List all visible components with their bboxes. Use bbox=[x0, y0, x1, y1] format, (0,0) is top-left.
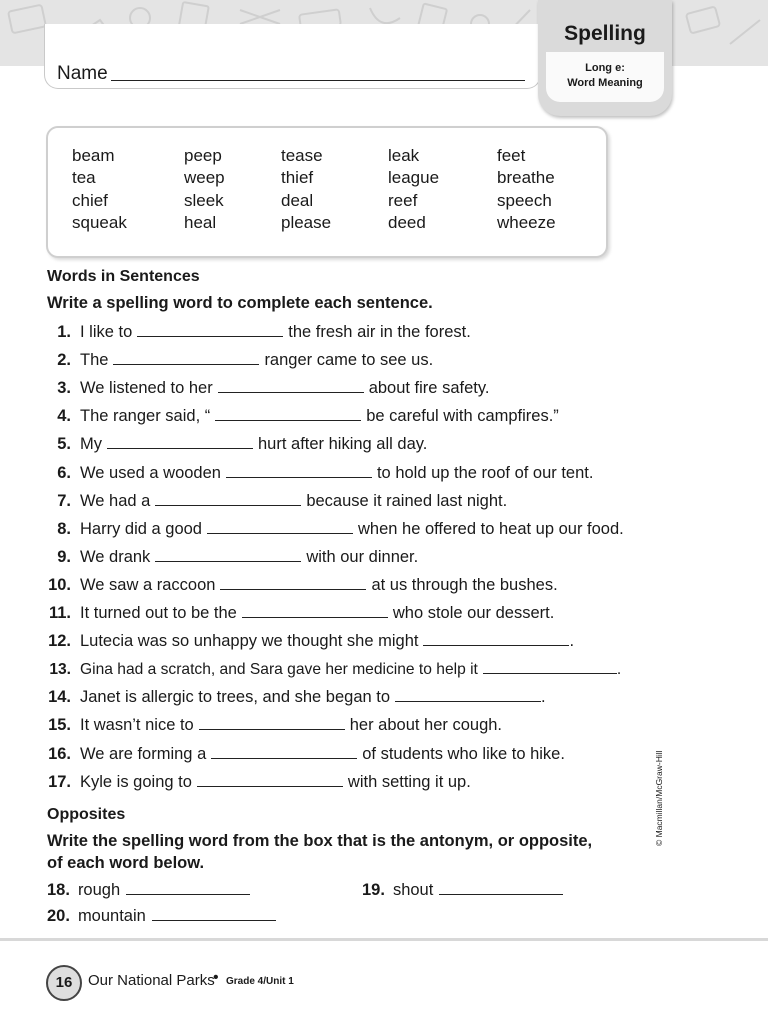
spelling-word: squeak bbox=[72, 212, 127, 232]
answer-blank[interactable] bbox=[152, 906, 276, 921]
opposite-item bbox=[47, 880, 250, 902]
spelling-word: tease bbox=[281, 146, 323, 165]
tab-subtitle-line1: Long e: bbox=[585, 62, 625, 74]
spelling-word: feet bbox=[497, 146, 526, 165]
spelling-word: deal bbox=[281, 190, 314, 210]
section-instruction-opposites-line2: of each word below. bbox=[47, 854, 205, 872]
item-number: 1. bbox=[57, 323, 71, 341]
answer-blank[interactable] bbox=[113, 350, 259, 365]
sentence-text-after: . bbox=[541, 688, 546, 707]
spelling-word: speech bbox=[497, 190, 552, 210]
item-number: 7. bbox=[57, 491, 71, 510]
spelling-word: wheeze bbox=[497, 212, 556, 232]
answer-blank[interactable] bbox=[137, 322, 283, 337]
answer-blank[interactable] bbox=[197, 772, 343, 787]
sentence-text-before: We listened to her bbox=[80, 379, 213, 398]
sentence-text-after: at us through the bushes. bbox=[371, 575, 558, 594]
item-number: 9. bbox=[57, 547, 71, 566]
item-number: 12. bbox=[48, 632, 71, 651]
sentence-text-after: . bbox=[616, 661, 622, 679]
spelling-word: league bbox=[388, 168, 440, 188]
sentence-text-before: It turned out to be the bbox=[80, 604, 237, 622]
sentence-text-after: to hold up the roof of our tent. bbox=[376, 463, 594, 482]
opposite-prompt-word: shout bbox=[392, 881, 434, 899]
sentence-text-after: because it rained last night. bbox=[306, 491, 508, 510]
section-heading-words-in-sentences: Words in Sentences bbox=[47, 268, 200, 285]
sentence-text-before: My bbox=[80, 435, 102, 454]
answer-blank[interactable] bbox=[107, 434, 253, 449]
spelling-word: sleek bbox=[184, 190, 224, 210]
item-number: 11. bbox=[48, 604, 71, 622]
answer-blank[interactable] bbox=[483, 659, 617, 674]
item-number: 13. bbox=[49, 661, 71, 679]
sentence-text-before: We had a bbox=[80, 491, 151, 510]
sentence-item bbox=[47, 434, 427, 456]
sentence-item bbox=[47, 659, 621, 681]
sentence-text-before: We used a wooden bbox=[80, 463, 221, 482]
spelling-word: thief bbox=[281, 168, 314, 188]
spelling-word: tea bbox=[72, 168, 96, 188]
answer-blank[interactable] bbox=[126, 880, 250, 895]
answer-blank[interactable] bbox=[155, 491, 301, 506]
tab-subtitle-line2: Word Meaning bbox=[567, 77, 643, 89]
footer-divider bbox=[0, 938, 768, 941]
sentence-text-after: . bbox=[569, 632, 575, 651]
sentence-item bbox=[47, 463, 593, 485]
item-number: 6. bbox=[57, 463, 71, 482]
copyright-notice: © Macmillan/McGraw-Hill bbox=[654, 750, 664, 846]
spelling-word: chief bbox=[72, 190, 108, 210]
section-instruction-sentences: Write a spelling word to complete each sentence. bbox=[47, 294, 433, 312]
sentence-text-after: her about her cough. bbox=[349, 716, 503, 735]
footer-grade-unit: Grade 4/Unit 1 bbox=[226, 976, 294, 987]
sentence-text-after: with our dinner. bbox=[306, 547, 419, 566]
sentence-text-after: the fresh air in the forest. bbox=[288, 323, 471, 341]
answer-blank[interactable] bbox=[199, 715, 345, 730]
sentence-text-after: who stole our dessert. bbox=[392, 604, 555, 622]
answer-blank[interactable] bbox=[220, 575, 366, 590]
answer-blank[interactable] bbox=[423, 631, 569, 646]
item-number: 2. bbox=[57, 351, 71, 370]
answer-blank[interactable] bbox=[226, 463, 372, 478]
name-label: Name bbox=[57, 63, 108, 84]
item-number: 19. bbox=[362, 881, 385, 899]
sentence-text-after: of students who like to hike. bbox=[362, 744, 565, 763]
sentence-text-before: We are forming a bbox=[80, 744, 207, 763]
opposite-prompt-word: mountain bbox=[77, 907, 146, 925]
answer-blank[interactable] bbox=[395, 687, 541, 702]
answer-blank[interactable] bbox=[439, 880, 563, 895]
spelling-word: breathe bbox=[497, 168, 555, 188]
spelling-word: beam bbox=[72, 146, 115, 165]
footer-bullet: • bbox=[213, 969, 219, 986]
spelling-word: heal bbox=[184, 212, 217, 232]
sentence-text-after: ranger came to see us. bbox=[264, 351, 434, 370]
sentence-item bbox=[47, 744, 565, 766]
spelling-word: weep bbox=[184, 168, 225, 188]
section-instruction-opposites-line1: Write the spelling word from the box that is the antonym, or opposite, bbox=[47, 832, 593, 850]
sentence-text-after: when he offered to heat up our food. bbox=[358, 519, 624, 538]
tab-subtitle bbox=[546, 52, 664, 102]
sentence-item bbox=[47, 350, 433, 372]
spelling-word: deed bbox=[388, 212, 426, 232]
spelling-word: reef bbox=[388, 190, 418, 210]
opposite-prompt-word: rough bbox=[77, 881, 121, 899]
sentence-text-before: Janet is allergic to trees, and she began to bbox=[80, 688, 391, 707]
item-number: 15. bbox=[48, 716, 71, 735]
sentence-item bbox=[47, 772, 471, 794]
sentence-text-before: The bbox=[80, 351, 109, 370]
item-number: 4. bbox=[57, 407, 71, 426]
item-number: 5. bbox=[57, 435, 71, 454]
opposite-item bbox=[47, 906, 276, 928]
answer-blank[interactable] bbox=[211, 744, 357, 759]
opposite-item bbox=[362, 880, 563, 902]
sentence-text-before: Harry did a good bbox=[80, 519, 202, 538]
sentence-item bbox=[47, 687, 546, 709]
section-heading-opposites: Opposites bbox=[47, 806, 126, 823]
sentence-text-before: Kyle is going to bbox=[80, 772, 192, 791]
sentence-item bbox=[47, 378, 489, 400]
sentence-item bbox=[47, 322, 471, 344]
sentence-text-after: be careful with campfires.” bbox=[366, 407, 559, 426]
page-number: 16 bbox=[46, 965, 82, 1001]
item-number: 20. bbox=[47, 907, 70, 925]
name-field-line[interactable] bbox=[111, 80, 525, 81]
footer-book-title: Our National Parks bbox=[88, 972, 215, 989]
answer-blank[interactable] bbox=[215, 406, 361, 421]
item-number: 3. bbox=[57, 379, 71, 398]
sentence-item bbox=[47, 547, 418, 569]
item-number: 16. bbox=[48, 744, 71, 763]
item-number: 8. bbox=[57, 519, 71, 538]
answer-blank[interactable] bbox=[207, 519, 353, 534]
item-number: 17. bbox=[48, 772, 71, 791]
item-number: 14. bbox=[48, 688, 71, 707]
sentence-item bbox=[47, 519, 624, 541]
spelling-word: please bbox=[281, 212, 332, 232]
tab-title: Spelling bbox=[564, 22, 646, 45]
sentence-item bbox=[47, 491, 507, 513]
item-number: 10. bbox=[48, 575, 71, 594]
sentence-text-before: Gina had a scratch, and Sara gave her medicine to help it bbox=[80, 661, 478, 679]
sentence-text-before: Lutecia was so unhappy we thought she might bbox=[80, 632, 419, 651]
sentence-item bbox=[47, 631, 574, 653]
sentence-text-before: I like to bbox=[80, 323, 133, 341]
sentence-item bbox=[47, 603, 554, 625]
answer-blank[interactable] bbox=[218, 378, 364, 393]
sentence-text-before: We saw a raccoon bbox=[80, 575, 216, 594]
sentence-text-before: We drank bbox=[80, 547, 151, 566]
spelling-word: peep bbox=[184, 146, 222, 165]
spelling-word: leak bbox=[388, 146, 420, 165]
item-number: 18. bbox=[47, 881, 70, 899]
answer-blank[interactable] bbox=[155, 547, 301, 562]
sentence-item bbox=[47, 406, 559, 428]
sentence-text-after: about fire safety. bbox=[368, 379, 490, 398]
sentence-text-after: with setting it up. bbox=[347, 772, 471, 791]
sentence-text-after: hurt after hiking all day. bbox=[258, 435, 428, 454]
sentence-text-before: The ranger said, “ bbox=[80, 407, 211, 426]
sentence-text-before: It wasn’t nice to bbox=[80, 716, 194, 735]
answer-blank[interactable] bbox=[242, 603, 388, 618]
sentence-item bbox=[47, 715, 502, 737]
sentence-item bbox=[47, 575, 558, 597]
